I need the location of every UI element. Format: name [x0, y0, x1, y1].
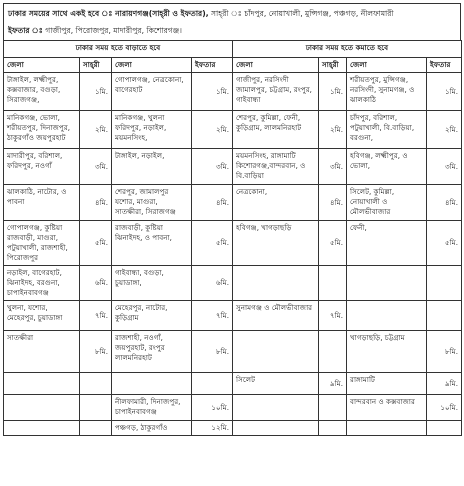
time-adjustment-table	[3, 40, 462, 436]
increase-iftar-districts: রাজবাড়ী, কুষ্টিয়া ঝিনাইদহ, ও পাবনা,	[112, 221, 192, 266]
decrease-iftar-districts: রাঙ্গামাটি	[347, 373, 427, 395]
increase-sehri-districts: সাতক্ষীরা	[4, 331, 80, 373]
increase-iftar-districts: মেহেরপুর, নাটোর, কুড়িগ্রাম	[112, 301, 192, 331]
decrease-sehri-minutes: ৭মি.	[319, 301, 347, 331]
increase-section-title: ঢাকার সময় হতে বাড়াতে হবে	[4, 41, 233, 58]
decrease-iftar-districts: ফেনী,	[347, 221, 427, 266]
increase-iftar-minutes: ১মি.	[192, 73, 233, 111]
decrease-sehri-districts: গাজীপুর, নরসিংদী জামালপুর, চট্টগ্রাম, রংপুর, গাইবান্ধা	[233, 73, 319, 111]
increase-iftar-districts: পঞ্চগড়, ঠাকুরগাঁও	[112, 421, 192, 436]
same-time-header	[3, 3, 461, 41]
increase-sehri-minutes	[80, 421, 112, 436]
decrease-iftar-minutes: ৩মি.	[427, 149, 462, 185]
increase-iftar-districts: নীলফামারী, দিনাজপুর, চাপাইনবাবগঞ্জ	[112, 395, 192, 421]
decrease-sehri-minutes: ২মি.	[319, 111, 347, 149]
decrease-iftar-minutes	[427, 301, 462, 331]
decrease-iftar-districts: খাগড়াছড়ি, চট্টগ্রাম	[347, 331, 427, 373]
increase-iftar-minutes: ৩মি.	[192, 149, 233, 185]
table-row	[4, 373, 462, 395]
increase-iftar-minutes: ৮মি.	[192, 331, 233, 373]
decrease-sehri-minutes	[319, 421, 347, 436]
decrease-sehri-districts: হবিগঞ্জ, খাগড়াছড়ি	[233, 221, 319, 266]
decrease-sehri-minutes: ৫মি.	[319, 221, 347, 266]
decrease-iftar-districts: হবিগঞ্জ, লক্ষ্মীপুর, ও ভোলা,	[347, 149, 427, 185]
decrease-iftar-districts: শরীয়তপুর, মুন্সিগঞ্জ, নরসিংদী, সুনামগঞ্জ, ও ঝালকাঠি	[347, 73, 427, 111]
increase-sehri-districts: মাদারীপুর, বরিশাল, ফরিদপুর, নওগাঁ	[4, 149, 80, 185]
increase-sehri-districts	[4, 395, 80, 421]
decrease-iftar-districts	[347, 266, 427, 301]
header-line-1	[8, 5, 456, 22]
decrease-sehri-districts	[233, 421, 319, 436]
increase-iftar-minutes: ৫মি.	[192, 221, 233, 266]
increase-sehri-minutes: ১মি.	[80, 73, 112, 111]
table-row	[4, 73, 462, 111]
table-row	[4, 331, 462, 373]
increase-iftar-districts: গোপালগঞ্জ, নেত্রকোনা, বাগেরহাট	[112, 73, 192, 111]
increase-sehri-minutes: ৭মি.	[80, 301, 112, 331]
increase-iftar-districts: রাজশাহী, নওগাঁ, জয়পুরহাট, রংপুর লালমনিরহাট	[112, 331, 192, 373]
increase-sehri-minutes: ৮মি.	[80, 331, 112, 373]
section-title-row	[4, 41, 462, 58]
increase-sehri-minutes: ৪মি.	[80, 185, 112, 221]
table-row	[4, 185, 462, 221]
increase-iftar-minutes: ৭মি.	[192, 301, 233, 331]
col-header-sehri: সাহ্‌রী	[80, 58, 112, 73]
decrease-section-title: ঢাকার সময় হতে কমাতে হবে	[233, 41, 462, 58]
decrease-sehri-districts: সিলেট	[233, 373, 319, 395]
increase-iftar-minutes: ৪মি.	[192, 185, 233, 221]
col-header-iftar: ইফতার	[192, 58, 233, 73]
increase-sehri-districts: ঝালকাঠি, নাটোর, ও পাবনা	[4, 185, 80, 221]
decrease-sehri-districts	[233, 395, 319, 421]
increase-iftar-districts: মানিকগঞ্জ, খুলনা ফরিদপুর, নড়াইল, ময়মনসিংহ,	[112, 111, 192, 149]
decrease-iftar-minutes: ৪মি.	[427, 185, 462, 221]
increase-sehri-districts: টাঙ্গাইল, লক্ষ্মীপুর, কক্সবাজার, বগুড়া, সিরাজগঞ্জ,	[4, 73, 80, 111]
increase-sehri-districts	[4, 373, 80, 395]
decrease-iftar-minutes	[427, 421, 462, 436]
col-header-district: জেলা	[112, 58, 192, 73]
col-header-district: জেলা	[347, 58, 427, 73]
increase-sehri-minutes	[80, 395, 112, 421]
decrease-iftar-districts: বান্দরবান ও কক্সবাজার	[347, 395, 427, 421]
decrease-iftar-districts	[347, 421, 427, 436]
increase-sehri-minutes	[80, 373, 112, 395]
increase-iftar-districts	[112, 373, 192, 395]
increase-iftar-districts: টাঙ্গাইল, নড়াইল,	[112, 149, 192, 185]
increase-sehri-districts: খুলনা, যশোর, মেহেরপুর, চুয়াডাঙ্গা	[4, 301, 80, 331]
increase-sehri-districts: নড়াইল, বাগেরহাট, ঝিনাইদহ, বরগুনা, চাপাইনবাবগঞ্জ	[4, 266, 80, 301]
decrease-iftar-minutes: ৯মি.	[427, 373, 462, 395]
decrease-iftar-minutes: ২মি.	[427, 111, 462, 149]
header-line-2-text: গাজীপুর, পিরোজপুর, মাদারীপুর, কিশোরগঞ্জ।	[42, 26, 182, 35]
table-row	[4, 221, 462, 266]
decrease-sehri-minutes	[319, 266, 347, 301]
decrease-iftar-districts: সিলেট, কুমিল্লা, নোয়াখালী ও মৌলভীবাজার	[347, 185, 427, 221]
increase-iftar-minutes: ৬মি.	[192, 266, 233, 301]
decrease-sehri-districts: নেত্রকোনা,	[233, 185, 319, 221]
decrease-sehri-minutes: ৩মি.	[319, 149, 347, 185]
increase-sehri-minutes: ৩মি.	[80, 149, 112, 185]
decrease-iftar-minutes: ১০মি.	[427, 395, 462, 421]
header-line-1-label: ঢাকার সময়ের সাথে একই হবে ঃ নারায়ণগঞ্জ(সাহ্‌রী ও ইফতার),	[8, 9, 209, 18]
decrease-sehri-minutes	[319, 395, 347, 421]
increase-iftar-minutes	[192, 373, 233, 395]
decrease-sehri-districts	[233, 331, 319, 373]
increase-sehri-districts: মানিকগঞ্জ, ভোলা, শরীয়তপুর, দিনাজপুর, ঠাকুরগাঁও জয়পুরহাট	[4, 111, 80, 149]
increase-sehri-minutes: ৬মি.	[80, 266, 112, 301]
table-row	[4, 266, 462, 301]
col-header-district: জেলা	[233, 58, 319, 73]
increase-sehri-districts	[4, 421, 80, 436]
table-row	[4, 395, 462, 421]
decrease-sehri-districts: শেরপুর, কুমিল্লা, ফেনী, কুড়িগ্রাম, লালমনিরহাট	[233, 111, 319, 149]
increase-iftar-minutes: ১০মি.	[192, 395, 233, 421]
decrease-iftar-minutes: ৫মি.	[427, 221, 462, 266]
decrease-sehri-minutes	[319, 331, 347, 373]
decrease-iftar-minutes	[427, 266, 462, 301]
column-header-row	[4, 58, 462, 73]
increase-sehri-districts: গোপালগঞ্জ, কুষ্টিয়া রাজবাড়ী, মাগুরা, পটুয়াখালী, রাজশাহী, পিরোজপুর	[4, 221, 80, 266]
increase-iftar-districts: শেরপুর, জামালপুর যশোর, মাগুরা, সাতক্ষীরা, সিরাজগঞ্জ	[112, 185, 192, 221]
decrease-sehri-minutes: ১মি.	[319, 73, 347, 111]
table-row	[4, 421, 462, 436]
table-row	[4, 111, 462, 149]
increase-iftar-minutes: ২মি.	[192, 111, 233, 149]
decrease-iftar-minutes: ১মি.	[427, 73, 462, 111]
decrease-sehri-districts: ময়মনসিংহ, রাঙ্গামাটি কিশোরগঞ্জ,বান্দরবান, ও বি.বাড়িয়া	[233, 149, 319, 185]
table-row	[4, 301, 462, 331]
decrease-iftar-districts	[347, 301, 427, 331]
decrease-iftar-minutes: ৮মি.	[427, 331, 462, 373]
decrease-sehri-minutes: ৪মি.	[319, 185, 347, 221]
decrease-sehri-minutes: ৯মি.	[319, 373, 347, 395]
col-header-iftar: ইফতার	[427, 58, 462, 73]
increase-sehri-minutes: ৫মি.	[80, 221, 112, 266]
header-line-2	[8, 22, 456, 39]
table-row	[4, 149, 462, 185]
col-header-district: জেলা	[4, 58, 80, 73]
increase-iftar-minutes: ১২মি.	[192, 421, 233, 436]
increase-iftar-districts: গাইবান্ধা, বগুড়া, চুয়াডাঙ্গা,	[112, 266, 192, 301]
header-line-2-label: ইফতার ঃ	[8, 26, 43, 35]
increase-sehri-minutes: ২মি.	[80, 111, 112, 149]
header-line-1-text: সাহ্‌রী ঃ চাঁদপুর, নোয়াখালী, মুন্সিগঞ্জ, পঞ্চগড়, নীলফামারী	[208, 9, 394, 18]
decrease-iftar-districts: চাঁদপুর, বরিশাল, পটুয়াখালী, বি.বাড়িয়া, বরগুনা,	[347, 111, 427, 149]
decrease-sehri-districts: সুনামগঞ্জ ও মৌলভীবাজার	[233, 301, 319, 331]
decrease-sehri-districts	[233, 266, 319, 301]
col-header-sehri: সাহ্‌রী	[319, 58, 347, 73]
